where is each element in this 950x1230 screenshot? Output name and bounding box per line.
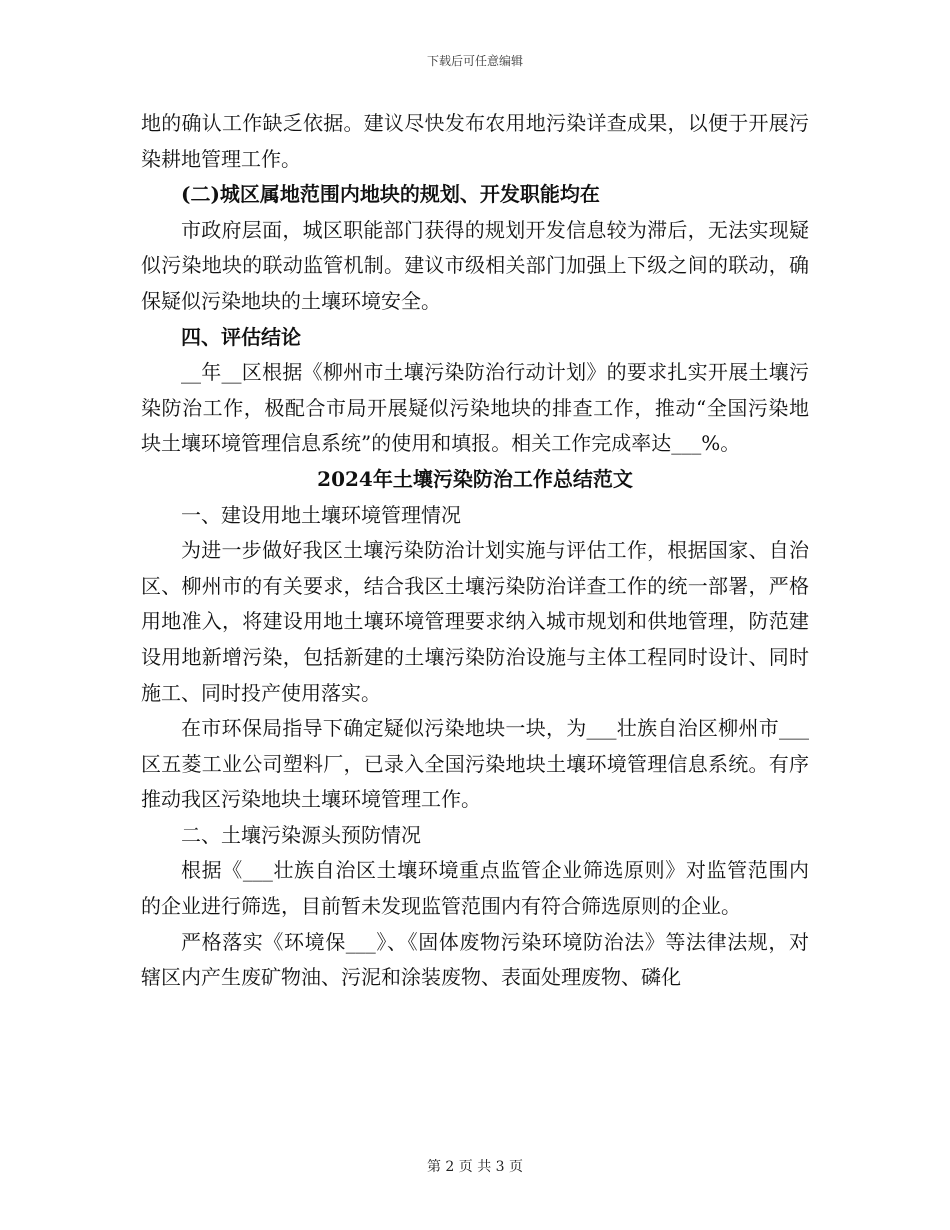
paragraph-city-level: 市政府层面，城区职能部门获得的规划开发信息较为滞后，无法实现疑似污染地块的联动监管机制。建议市级相关部门加强上下级之间的联动，确保疑似污染地块的土壤环境安全。 bbox=[141, 217, 809, 313]
paragraph-screening: 根据《___壮族自治区土壤环境重点监管企业筛选原则》对监管范围内的企业进行筛选，目前暂未发现监管范围内有符合筛选原则的企业。 bbox=[141, 858, 809, 919]
section-heading-one: 一、建设用地土壤环境管理情况 bbox=[181, 502, 461, 527]
section-heading-two: 二、土壤污染源头预防情况 bbox=[181, 822, 421, 847]
page-number: 第 2 页 共 3 页 bbox=[426, 1159, 524, 1175]
document-body bbox=[141, 106, 809, 996]
paragraph-land-management: 为进一步做好我区土壤污染防治计划实施与评估工作，根据国家、自治区、柳州市的有关要求，结合我区土壤污染防治详查工作的统一部署，严格用地准入，将建设用地土壤环境管理要求纳入城市规划和供地管理，防范建设用地新增污染，包括新建的土壤污染防治设施与主体工程同时设计、同时施工、同时投产使用落实。 bbox=[141, 538, 809, 705]
subheading-two: (二)城区属地范围内地块的规划、开发职能均在 bbox=[181, 182, 600, 207]
paragraph-regulations: 严格落实《环境保___》、《固体废物污染环境防治法》等法律法规，对辖区内产生废矿物油、污泥和涂装废物、表面处理废物、磷化 bbox=[141, 929, 809, 990]
paragraph-suspected-site: 在市环保局指导下确定疑似污染地块一块，为___壮族自治区柳州市___区五菱工业公司塑料厂，已录入全国污染地块土壤环境管理信息系统。有序推动我区污染地块土壤环境管理工作。 bbox=[141, 716, 809, 812]
page-header: 下载后可任意编辑 bbox=[426, 54, 523, 68]
paragraph-continuation: 地的确认工作缺乏依据。建议尽快发布农用地污染详查成果，以便于开展污染耕地管理工作。 bbox=[141, 111, 809, 171]
paragraph-conclusion: __年__区根据《柳州市土壤污染防治行动计划》的要求扎实开展土壤污染防治工作，极配合市局开展疑似污染地块的排查工作，推动“全国污染地块土壤环境管理信息系统”的使用和填报。相关工作完成率达___%。 bbox=[141, 360, 809, 456]
section-heading-conclusion: 四、评估结论 bbox=[181, 324, 301, 349]
document-title: 2024年土壤污染防治工作总结范文 bbox=[317, 466, 633, 491]
